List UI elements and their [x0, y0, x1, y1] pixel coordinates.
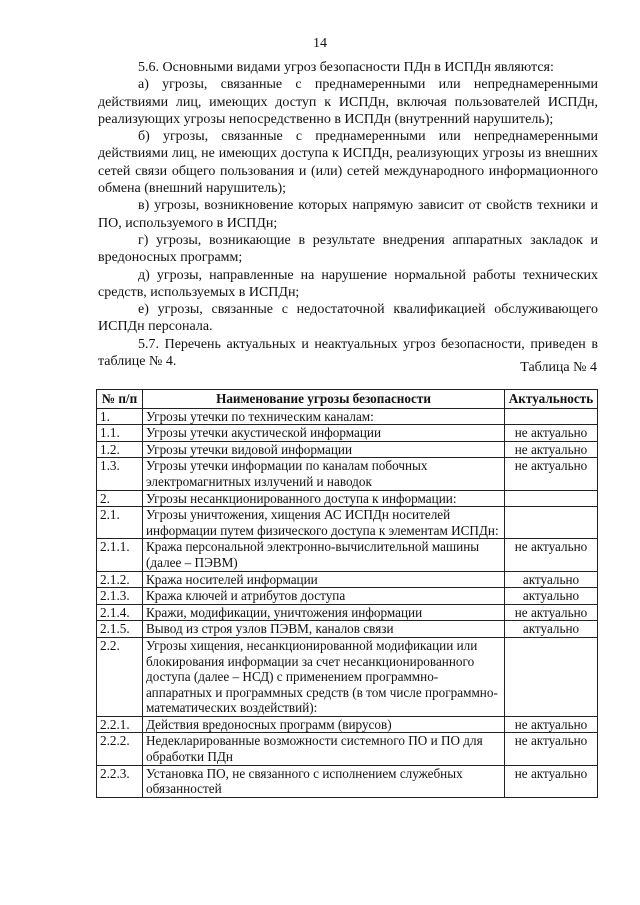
row-number: 1.3. — [97, 458, 143, 490]
paragraph-item-d: д) угрозы, направленные на нарушение нормальной работы технических средств, используемых в ИСПДн; — [98, 267, 598, 300]
table-row — [97, 588, 598, 605]
row-number: 1.1. — [97, 425, 143, 442]
row-number: 2. — [97, 490, 143, 507]
row-relevance: не актуально — [505, 716, 598, 733]
row-relevance: не актуально — [505, 441, 598, 458]
row-number: 2.2.1. — [97, 716, 143, 733]
table-row — [97, 425, 598, 442]
table-row — [97, 441, 598, 458]
row-relevance: не актуально — [505, 539, 598, 571]
body-text — [98, 59, 598, 370]
table-row — [97, 507, 598, 539]
paragraph-item-g: г) угрозы, возникающие в результате внедрения аппаратных закладок и вредоносных программ; — [98, 232, 598, 266]
row-relevance: актуально — [505, 588, 598, 605]
row-number: 2.1.1. — [97, 539, 143, 571]
row-relevance: не актуально — [505, 458, 598, 490]
row-relevance: актуально — [505, 571, 598, 588]
table-row — [97, 571, 598, 588]
row-number: 1.2. — [97, 441, 143, 458]
paragraph-item-v: в) угрозы, возникновение которых напрямую зависит от свойств техники и ПО, используемого в ИСПДн; — [98, 198, 598, 231]
row-threat-name: Кража носителей информации — [143, 571, 505, 588]
table-row — [97, 716, 598, 733]
row-threat-name: Угрозы утечки акустической информации — [143, 425, 505, 442]
row-threat-name: Кража персональной электронно-вычислительной машины (далее – ПЭВМ) — [143, 539, 505, 571]
paragraph-5-6: 5.6. Основными видами угроз безопасности ПДн в ИСПДн являются: — [138, 60, 554, 75]
row-number: 2.2.3. — [97, 765, 143, 797]
row-threat-name: Угрозы утечки по техническим каналам: — [143, 408, 505, 425]
table-row — [97, 765, 598, 797]
row-threat-name: Недекларированные возможности системного ПО и ПО для обработки ПДн — [143, 733, 505, 765]
row-relevance — [505, 507, 598, 539]
paragraph-5-7: 5.7. Перечень актуальных и неактуальных угроз безопасности, приведен в таблице № 4. — [98, 336, 598, 370]
table-caption: Таблица № 4 — [520, 360, 597, 375]
row-threat-name: Кражи, модификации, уничтожения информации — [143, 604, 505, 621]
row-number: 2.1.3. — [97, 588, 143, 605]
table-row — [97, 539, 598, 571]
paragraph-item-a: а) угрозы, связанные с преднамеренными или непреднамеренными действиями лиц, имеющих доступ к ИСПДн, включая пользователей ИСПДн, реализующих угрозы непосредственно в ИСПДн (внутренний нарушитель); — [98, 77, 598, 127]
row-relevance: не актуально — [505, 604, 598, 621]
header-number: № п/п — [97, 390, 143, 409]
row-threat-name: Угрозы утечки видовой информации — [143, 441, 505, 458]
header-threat-name: Наименование угрозы безопасности — [143, 390, 505, 409]
row-relevance — [505, 408, 598, 425]
row-number: 2.1.2. — [97, 571, 143, 588]
table-row — [97, 458, 598, 490]
row-relevance: не актуально — [505, 733, 598, 765]
row-relevance — [505, 490, 598, 507]
row-threat-name: Вывод из строя узлов ПЭВМ, каналов связи — [143, 621, 505, 638]
header-relevance: Актуальность — [505, 390, 598, 409]
row-threat-name: Угрозы утечки информации по каналам побочных электромагнитных излучений и наводок — [143, 458, 505, 490]
row-number: 2.1.5. — [97, 621, 143, 638]
row-relevance: не актуально — [505, 765, 598, 797]
table-row — [97, 604, 598, 621]
paragraph-item-b: б) угрозы, связанные с преднамеренными или непреднамеренными действиями лиц, не имеющих доступа к ИСПДн, реализующих угрозы из внешних сетей связи общего пользования и (или) сетей международного информационного обмена (внешний нарушитель); — [98, 129, 598, 197]
row-threat-name: Действия вредоносных программ (вирусов) — [143, 716, 505, 733]
row-number: 2.2. — [97, 637, 143, 716]
paragraph-item-e: е) угрозы, связанные с недостаточной квалификацией обслуживающего ИСПДн персонала. — [98, 302, 598, 335]
row-threat-name: Установка ПО, не связанного с исполнением служебных обязанностей — [143, 765, 505, 797]
row-number: 2.2.2. — [97, 733, 143, 765]
row-number: 2.1. — [97, 507, 143, 539]
row-threat-name: Угрозы несанкционированного доступа к информации: — [143, 490, 505, 507]
row-threat-name: Кража ключей и атрибутов доступа — [143, 588, 505, 605]
threats-table — [96, 389, 598, 798]
row-threat-name: Угрозы уничтожения, хищения АС ИСПДн носителей информации путем физического доступа к элементам ИСПДн: — [143, 507, 505, 539]
row-relevance — [505, 637, 598, 716]
row-number: 1. — [97, 408, 143, 425]
row-number: 2.1.4. — [97, 604, 143, 621]
table-row — [97, 490, 598, 507]
table-row — [97, 621, 598, 638]
table-row — [97, 408, 598, 425]
table-row — [97, 733, 598, 765]
table-header-row — [97, 390, 598, 409]
row-relevance: актуально — [505, 621, 598, 638]
row-threat-name: Угрозы хищения, несанкционированной модификации или блокирования информации за счет несанкционированного доступа (далее – НСД) с применением программно-аппаратных и программных средств (в том числе программно-математических воздействий): — [143, 637, 505, 716]
page-number: 14 — [313, 36, 327, 51]
table-row — [97, 637, 598, 716]
row-relevance: не актуально — [505, 425, 598, 442]
